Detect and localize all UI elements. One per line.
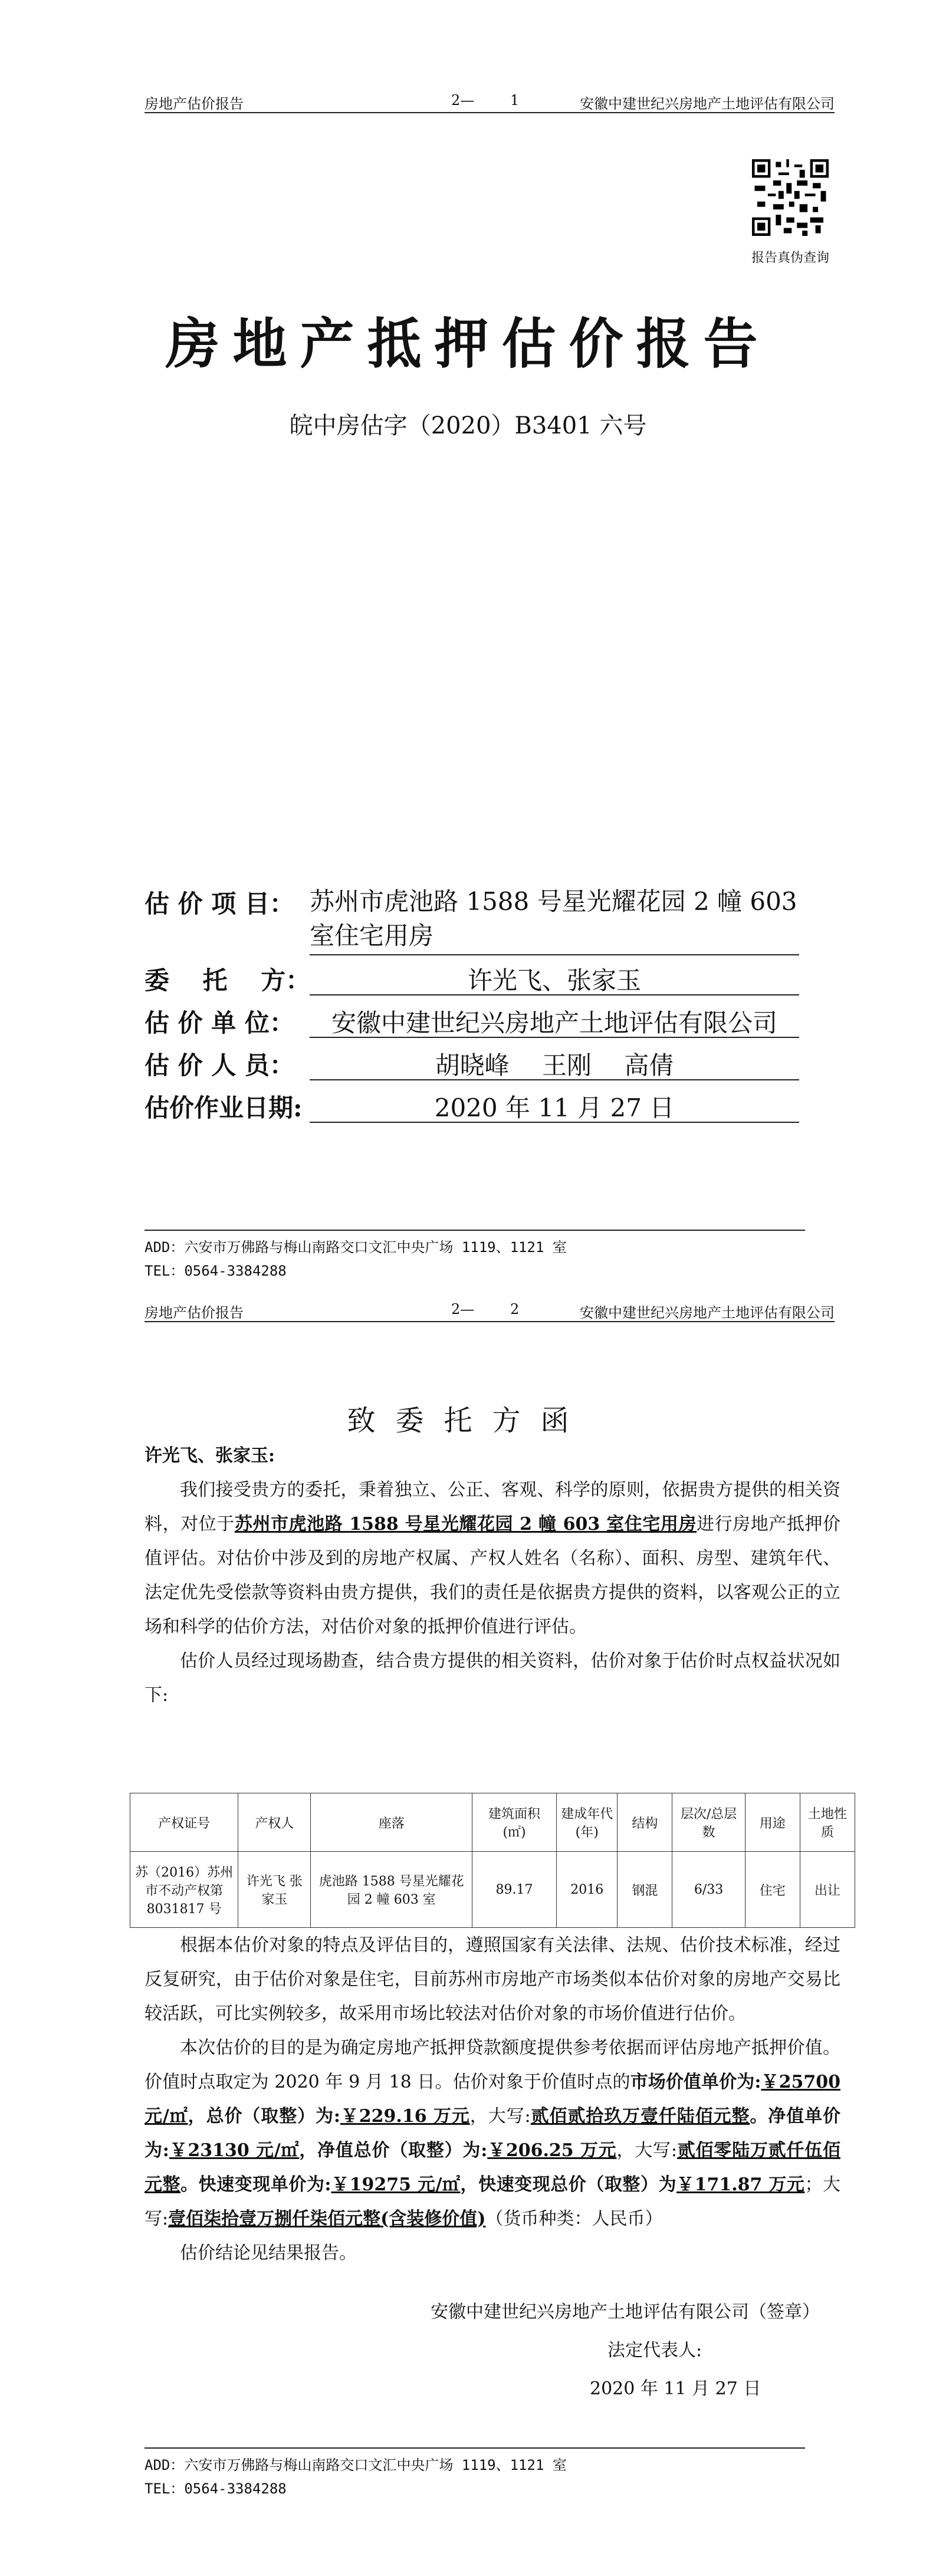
cell-owner: 许光飞 张家玉 — [238, 1852, 311, 1928]
date-value: 2020 年 11 月 27 日 — [310, 1089, 799, 1123]
p4-j: ，净值总价（取整）为: — [299, 2140, 488, 2161]
col-location: 座落 — [311, 1793, 472, 1852]
cell-floor: 6/33 — [672, 1852, 745, 1928]
p1-text-c: 进行房地产抵押价值评估。对估价中涉及到的房地产权属、产权人姓名（名称）、面积、房型、建筑年代、法定优先受偿款等资料由贵方提供，我们的责任是依据贵方提供的资料，以客观公正的立场和科学的估价方法，对估价对象的抵押价值进行评估。 — [144, 1514, 840, 1637]
table-header-row — [130, 1793, 855, 1852]
document-number: 皖中房估字（2020）B3401 六号 — [289, 412, 647, 439]
paragraph-5: 估价结论见结果报告。 — [180, 2243, 357, 2263]
info-row-staff — [144, 1046, 823, 1089]
info-row-unit — [144, 1004, 823, 1046]
qr-label: 报告真伪查询 — [751, 251, 829, 265]
letter-body-top — [144, 1439, 840, 1713]
page-header — [144, 88, 835, 113]
col-area: 建筑面积 (㎡) — [472, 1793, 556, 1852]
date-label: 估价作业日期: — [144, 1093, 303, 1122]
staff-value: 胡晓峰 王刚 高倩 — [310, 1046, 799, 1080]
letter-title: 致委托方函 — [347, 1404, 589, 1437]
col-usage: 用途 — [745, 1793, 800, 1852]
paragraph-1 — [144, 1473, 840, 1644]
cell-land: 出让 — [800, 1852, 855, 1928]
col-structure: 结构 — [618, 1793, 672, 1852]
header-left: 房地产估价报告 — [144, 1305, 244, 1321]
col-owner: 产权人 — [238, 1793, 311, 1852]
letter-body-bottom — [144, 1928, 840, 2271]
cell-usage: 住宅 — [745, 1852, 800, 1928]
cell-area: 89.17 — [472, 1852, 556, 1928]
p4-u: （货币种类：人民币） — [485, 2209, 663, 2229]
col-floor: 层次/总层数 — [672, 1793, 745, 1852]
footer-phone: TEL：0564-3384288 — [144, 2480, 287, 2497]
signature-company: 安徽中建世纪兴房地产土地评估有限公司（签章） — [431, 2302, 820, 2322]
signature-date: 2020 年 11 月 27 日 — [590, 2378, 761, 2399]
header-left: 房地产估价报告 — [144, 96, 244, 112]
page-header — [144, 1297, 835, 1322]
signature-representative: 法定代表人: — [607, 2340, 702, 2361]
footer-address: ADD：六安市万佛路与梅山南路交口文汇中央广场 1119、1121 室 — [144, 1239, 567, 1256]
p4-s: 壹佰柒拾壹万捌仟柒佰元整 — [168, 2209, 381, 2229]
footer-phone: TEL：0564-3384288 — [144, 1263, 287, 1279]
client-value: 许光飞、张家玉 — [310, 961, 799, 995]
p4-o: ￥19275 元/㎡ — [331, 2174, 461, 2195]
p1-text-a: 我们接受贵方的委托，秉着独立、公正、客观、科学的原则，依据贵方提供的相关资料，对位于 — [144, 1480, 840, 1535]
p4-q: ￥171.87 万元 — [676, 2174, 805, 2195]
report-info-block — [144, 885, 823, 1131]
header-page-prefix: 2— — [451, 92, 475, 109]
col-land: 土地性质 — [800, 1793, 855, 1852]
info-row-client — [144, 961, 823, 1004]
cell-cert-no: 苏（2016）苏州市不动产权第 8031817 号 — [130, 1852, 238, 1928]
p1-address: 苏州市虎池路 1588 号星光耀花园 2 幢 603 室住宅用房 — [234, 1514, 697, 1535]
table-row — [130, 1852, 855, 1928]
client-label: 委 托 方： — [144, 966, 311, 995]
cell-year: 2016 — [557, 1852, 618, 1928]
p4-m: 贰佰零陆万贰仟伍佰元整 — [144, 2140, 841, 2195]
info-row-date — [144, 1089, 823, 1131]
p4-h: 。净值单价为: — [144, 2106, 841, 2161]
p4-e: ￥229.16 万元 — [340, 2106, 470, 2127]
col-cert-no: 产权证号 — [130, 1793, 238, 1852]
p4-r: ；大写: — [144, 2174, 841, 2229]
p4-c: ￥25700 元/㎡ — [144, 2072, 841, 2127]
header-right: 安徽中建世纪兴房地产土地评估有限公司 — [580, 96, 835, 112]
p4-a: 本次估价的目的是为确定房地产抵押贷款额度提供参考依据而评估房地产抵押价值。价值时点取定为 2020 年 9 月 18 日。估价对象于价值时点的 — [144, 2038, 840, 2092]
header-right: 安徽中建世纪兴房地产土地评估有限公司 — [580, 1305, 835, 1321]
p4-k: ￥206.25 万元 — [487, 2140, 617, 2161]
paragraph-3: 根据本估价对象的特点及评估目的，遵照国家有关法律、法规、估价技术标准，经过反复研究，由于估价对象是住宅，目前苏州市房地产市场类似本估价对象的房地产交易比较活跃，可比实例较多，故采用市场比较法对估价对象的市场价值进行估价。 — [144, 1935, 840, 2024]
p4-g: 贰佰贰拾玖万壹仟陆佰元整 — [530, 2106, 750, 2127]
cell-structure: 钢混 — [618, 1852, 672, 1928]
p4-t: (含装修价值) — [380, 2209, 486, 2229]
footer-divider — [144, 1230, 805, 1231]
p4-p: ，快速变现总价（取整）为 — [460, 2174, 677, 2195]
paragraph-2: 估价人员经过现场勘查，结合贵方提供的相关资料，估价对象于估价时点权益状况如下: — [144, 1651, 840, 1706]
p4-b: 市场价值单价为: — [630, 2072, 761, 2092]
property-table — [130, 1793, 855, 1928]
staff-label: 估 价 人 员： — [144, 1051, 294, 1080]
p4-f: ，大写: — [469, 2106, 531, 2127]
cell-location: 虎池路 1588 号星光耀花园 2 幢 603 室 — [311, 1852, 472, 1928]
header-page-prefix: 2— — [451, 1301, 475, 1317]
paragraph-4 — [144, 2031, 840, 2236]
footer-divider — [144, 2447, 805, 2449]
header-page-number: 1 — [510, 92, 520, 109]
unit-value: 安徽中建世纪兴房地产土地评估有限公司 — [310, 1004, 799, 1038]
col-year: 建成年代 (年) — [557, 1793, 618, 1852]
p4-i: ￥23130 元/㎡ — [169, 2140, 300, 2161]
p4-n: 。快速变现单价为: — [180, 2174, 331, 2195]
header-page-number: 2 — [510, 1301, 520, 1317]
p4-l: ，大写: — [616, 2140, 677, 2161]
project-label: 估 价 项 目： — [144, 889, 294, 918]
salutation: 许光飞、张家玉: — [144, 1445, 275, 1466]
project-value: 苏州市虎池路 1588 号星光耀花园 2 幢 603 室住宅用房 — [310, 885, 799, 955]
footer-address: ADD：六安市万佛路与梅山南路交口文汇中央广场 1119、1121 室 — [144, 2457, 567, 2473]
report-title: 房地产抵押估价报告 — [165, 312, 771, 376]
unit-label: 估 价 单 位： — [144, 1008, 294, 1037]
qr-code-icon[interactable] — [752, 159, 829, 236]
info-row-project — [144, 885, 823, 961]
p4-d: ，总价（取整）为: — [188, 2106, 340, 2127]
